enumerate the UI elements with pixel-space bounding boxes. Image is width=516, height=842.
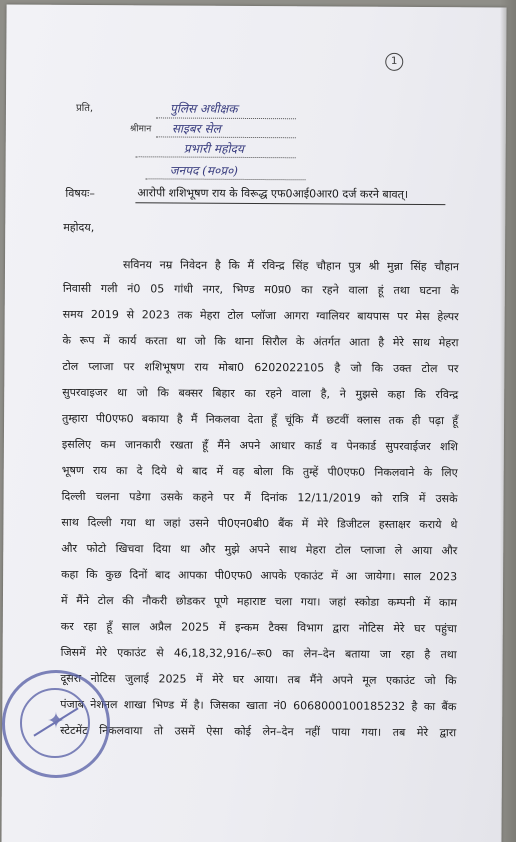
address-dotted-line — [156, 136, 296, 138]
body-line: साथ दिल्ली गया था जहां उसने पी0एन0बी0 बैंक में मेरे डिजीटल हस्ताक्षर कराये थे — [61, 515, 458, 532]
address-line-2: साइबर सेल — [171, 121, 221, 136]
body-line: और फोटो खिचवा दिया था और मुझे अपने साथ मेहरा टोल प्लाजा ले आया और — [61, 541, 458, 558]
background-surface — [500, 0, 516, 842]
body-line: स्टेटमेंट निकलवाया तो उसमें ऐसा कोई लेन–देन नहीं पाया गया। तब मेरे द्वारा — [60, 723, 457, 740]
body-line: दिल्ली चलना पडेगा उसके कहने पर मैं दिनांक 12/11/2019 को रात्रि में उसके — [61, 489, 458, 506]
page-number: 1 — [385, 53, 403, 71]
body-line: जिसमें मेरे एकाउंट से 46,18,32,916/–रू0 का लेन–देन बताया जा रहा है तथा — [60, 645, 457, 662]
body-line: सुपरवाइजर था जो कि बक्सर बिहार का रहने वाला है, ने मुझसे कहा कि रविन्द्र — [62, 385, 459, 402]
subject-text: आरोपी शशिभूषण राय के विरूद्ध एफ0आई0आर0 दर्ज करने बावत्। — [137, 186, 409, 201]
subject-label: विषयः– — [65, 186, 95, 201]
body-line: समय 2019 से 2023 तक मेहरा टोल प्लॉजा आगरा ग्वालियर बायपास पर मेस हेल्पर — [62, 307, 459, 324]
address-dotted-line — [136, 156, 296, 158]
body-line: कहा कि कुछ दिनों बाद आपका पी0एफ0 आपके एकाउंट में आ जायेगा। साल 2023 — [61, 567, 458, 584]
official-seal-stamp — [2, 670, 110, 778]
seal-star-icon: ✦ — [46, 709, 66, 734]
salutation: महोदय, — [63, 220, 95, 235]
address-line-4: जनपद (म०प्र०) — [169, 163, 239, 178]
subject-underline — [135, 202, 445, 205]
body-line: कर रहा हूँ साल अप्रैल 2025 में इन्कम टैक्स विभाग द्वारा नोटिस मेरे घर पहुंचा — [60, 619, 457, 636]
shriman-label: श्रीमान — [129, 124, 152, 135]
body-line: दूसरा नोटिस जुलाई 2025 में मेरे घर आया। तब मैंने अपने मूल एकाउंट जो कि — [60, 671, 457, 688]
prati-label: प्रति, — [75, 102, 94, 115]
body-line: के रूप में कार्य करता था जो कि थाना सिरौल के अंतर्गत आता है मेरे साथ मेहरा — [62, 333, 459, 350]
address-dotted-line — [146, 178, 306, 180]
body-line: टोल प्लाजा पर शशिभूषण राय मोबा0 6202022105 है जो कि उक्त टोल पर — [62, 359, 459, 376]
address-line-1: पुलिस अधीक्षक — [169, 101, 238, 116]
body-line: सविनय नम्र निवेदन है कि मैं रविन्द्र सिंह चौहान पुत्र श्री मुन्ना सिंह चौहान — [122, 258, 460, 274]
body-line: पंजाब नेशनल शाखा भिण्ड में है। जिसका खाता नं0 6068000100185232 है का बैंक — [60, 697, 457, 714]
body-line: भूषण राय का दे दिये थे बाद में वह बोला कि तुम्हें पी0एफ0 निकलवाने के लिए — [61, 463, 458, 480]
body-line: इसलिए कम जानकारी रखता हूँ मैंने अपने आधार कार्ड व पेनकार्ड सुपरवाईजर शशि — [61, 437, 458, 454]
body-line: निवासी गली नं0 05 गांधी नगर, भिण्ड म0प्र0 का रहने वाला हूं तथा घटना के — [62, 281, 459, 298]
address-line-3: प्रभारी महोदय — [183, 141, 244, 156]
body-line: तुम्हारा पी0एफ0 बकाया है मैं निकलवा देता हूँ चूंकि मैं छटवीं क्लास तक ही पढ़ा हूँ — [62, 411, 459, 428]
body-line: में मैंने टोल की नौकरी छोडकर पूणे महाराष्ट चला गया। जहां स्कोडा कम्पनी में काम — [60, 593, 457, 610]
